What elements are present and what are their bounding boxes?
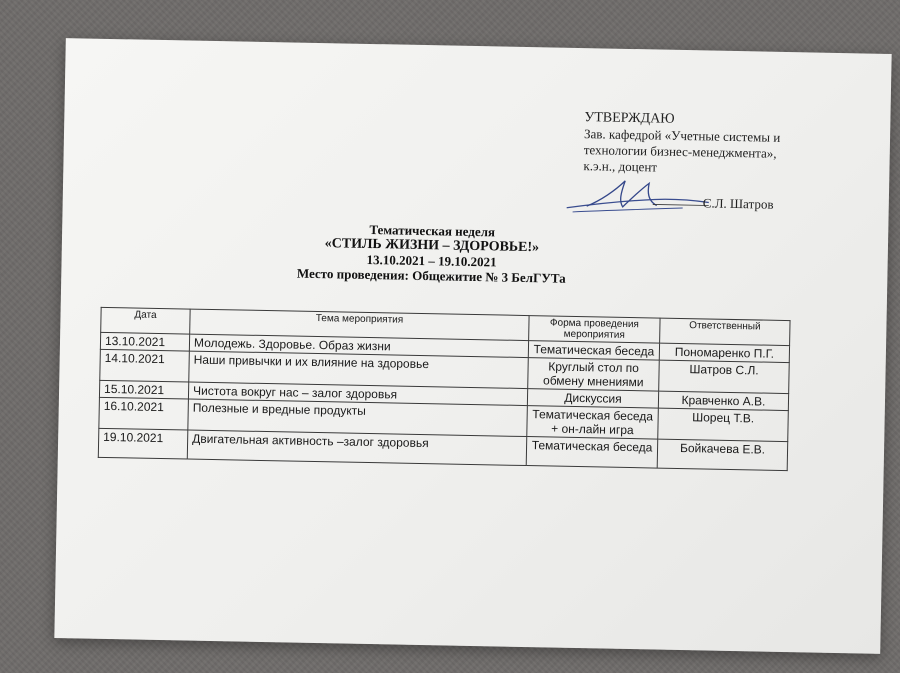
document-title	[221, 219, 642, 287]
header-date: Дата	[101, 307, 190, 334]
cell-responsible: Пономаренко П.Г.	[659, 343, 789, 362]
title-place: Место проведения: Общежитие № 3 БелГУТа	[296, 265, 566, 286]
signer-name: С.Л. Шатров	[702, 195, 774, 212]
cell-topic: Двигательная активность –залог здоровья	[187, 430, 526, 466]
approval-block	[583, 110, 814, 178]
cell-form: Тематическая беседа	[528, 341, 659, 361]
cell-topic: Наши привычки и их влияние на здоровье	[189, 351, 529, 389]
cell-responsible: Бойкачева Е.В.	[657, 439, 788, 470]
header-form: Форма проведения мероприятия	[529, 316, 660, 344]
cell-topic: Полезные и вредные продукты	[188, 399, 528, 437]
cell-form: Тематическая беседа + он-лайн игра	[527, 406, 659, 440]
cell-form: Круглый стол по обмену мнениями	[528, 358, 660, 392]
cell-date: 15.10.2021	[99, 380, 188, 399]
document-sheet	[54, 38, 891, 654]
approval-line-1: Зав. кафедрой «Учетные системы и	[583, 126, 781, 145]
cell-topic: Молодежь. Здоровье. Образ жизни	[189, 334, 528, 358]
title-dates: 13.10.2021 – 19.10.2021	[366, 251, 497, 270]
cell-date: 16.10.2021	[99, 397, 189, 430]
cell-form: Дискуссия	[527, 389, 658, 409]
approval-head: УТВЕРЖДАЮ	[584, 110, 675, 127]
approval-line-3: к.э.н., доцент	[583, 158, 658, 175]
cell-responsible: Шорец Т.В.	[658, 408, 789, 441]
cell-responsible: Кравченко А.В.	[658, 391, 788, 410]
cell-form: Тематическая беседа	[526, 437, 658, 469]
events-table	[98, 307, 791, 471]
cell-date: 19.10.2021	[98, 428, 188, 459]
cell-date: 14.10.2021	[100, 349, 190, 382]
approval-line-2: технологии бизнес-менеджмента»,	[583, 142, 777, 161]
handwritten-signature-icon	[562, 170, 713, 221]
header-responsible: Ответственный	[660, 318, 790, 345]
title-line-1: Тематическая неделя	[369, 221, 496, 240]
cell-date: 13.10.2021	[100, 332, 189, 351]
title-line-2: «СТИЛЬ ЖИЗНИ – ЗДОРОВЬЕ!»	[324, 236, 540, 256]
cell-responsible: Шатров С.Л.	[659, 360, 790, 393]
header-topic: Тема мероприятия	[190, 309, 529, 341]
signature-line	[583, 188, 813, 216]
cell-topic: Чистота вокруг нас – залог здоровья	[188, 382, 527, 406]
